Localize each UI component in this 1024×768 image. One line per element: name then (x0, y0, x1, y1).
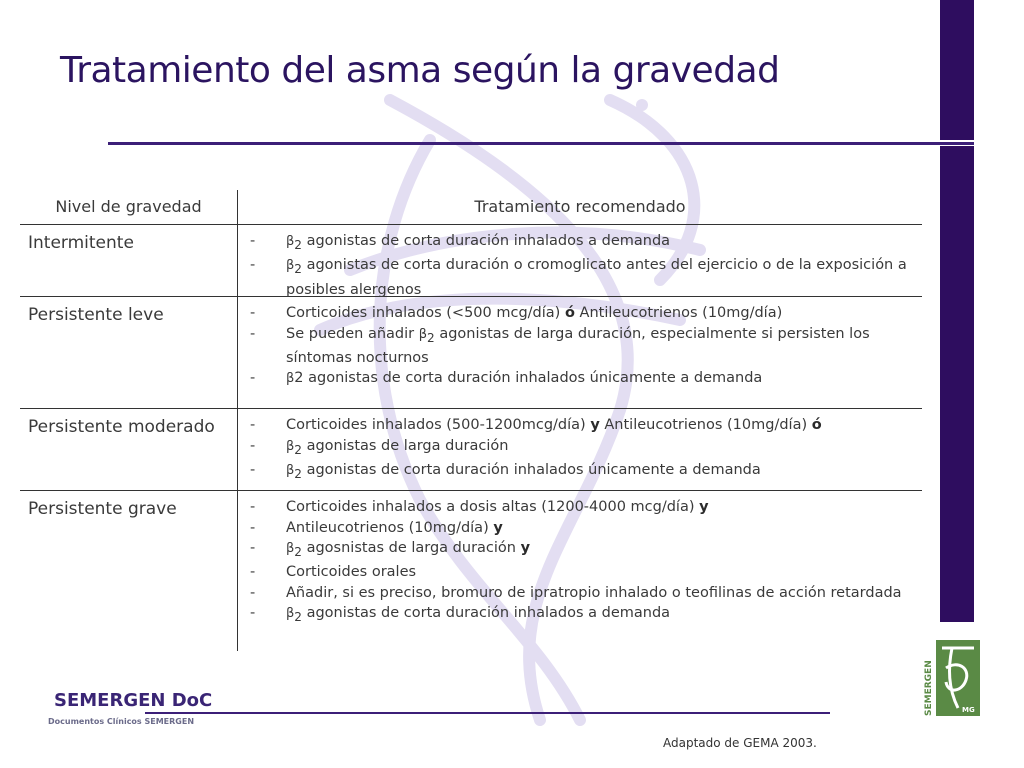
treatment-table (20, 190, 922, 651)
list-item (250, 460, 922, 484)
table-row (20, 297, 922, 409)
list-item (250, 415, 922, 436)
treatment-list (238, 491, 922, 651)
bullet-dash: - (250, 584, 256, 601)
treatment-text: Corticoides inhalados a dosis altas (1200-4000 mcg/día) y (286, 499, 709, 515)
treatment-text: Se pueden añadir $\beta_2$ agonistas de larga duración, especialmente si persisten los síntomas nocturnos (286, 325, 870, 366)
bullet-dash: - (250, 417, 256, 433)
table-row (20, 409, 922, 491)
severity-level: Persistente leve (20, 297, 238, 408)
severity-level: Persistente grave (20, 491, 238, 651)
bullet-dash: - (250, 499, 256, 515)
treatment-text: $\beta_2$ agonistas de corta duración o cromoglicato antes del ejercicio o de la exposición a posibles alergenos (286, 257, 907, 298)
list-item (250, 436, 922, 460)
logo-subtitle: Documentos Clínicos SEMERGEN (48, 717, 195, 726)
treatment-text: $\beta_2$ agonistas de corta duración inhalados a demanda (286, 233, 671, 252)
treatment-text: $\beta_2$ agonistas de corta duración inhalados únicamente a demanda (286, 461, 761, 481)
severity-level: Persistente moderado (20, 409, 238, 490)
list-item (250, 303, 922, 324)
bullet-dash: - (250, 305, 256, 321)
treatment-list (238, 409, 922, 490)
treatment-text: Corticoides inhalados (<500 mcg/día) ó Antileucotrienos (10mg/día) (286, 305, 783, 321)
header-level: Nivel de gravedad (20, 190, 238, 224)
list-item (250, 603, 922, 627)
bullet-dash: - (250, 437, 256, 454)
table-row (20, 491, 922, 651)
severity-level: Intermitente (20, 225, 238, 296)
treatment-text: $\beta_2$ agonistas de larga duración (286, 437, 509, 457)
treatment-text: $\beta_2$ agosnistas de larga duración y (286, 540, 531, 559)
treatment-text: $\beta_2$ agonistas de corta duración inhalados a demanda (286, 605, 671, 625)
bullet-dash: - (250, 325, 256, 342)
title-divider (108, 142, 974, 145)
footer-divider (145, 712, 830, 714)
header-treatment: Tratamiento recomendado (474, 197, 686, 216)
badge-vertical-text: SEMERGEN (924, 660, 934, 716)
list-item (250, 497, 922, 518)
list-item (250, 324, 922, 369)
bullet-dash: - (250, 233, 256, 249)
bullet-dash: - (250, 370, 256, 387)
list-item (250, 583, 922, 604)
table-row (20, 225, 922, 297)
semergen-doc-logo: SEMERGEN DoC (54, 690, 213, 711)
slide-title: Tratamiento del asma según la gravedad (60, 50, 780, 91)
semergen-badge-icon (918, 638, 982, 718)
list-item (250, 231, 922, 255)
bullet-dash: - (250, 564, 256, 581)
source-footnote: Adaptado de GEMA 2003. (663, 736, 817, 750)
bullet-dash: - (250, 519, 256, 536)
list-item (250, 255, 922, 300)
side-accent-bar-bottom (940, 146, 974, 622)
list-item (250, 562, 922, 583)
side-accent-bar-top (940, 0, 974, 140)
treatment-text: Antileucotrienos (10mg/día) y (286, 519, 503, 536)
badge-small-text: MG (962, 706, 975, 714)
bullet-dash: - (250, 540, 256, 556)
treatment-list (238, 225, 922, 296)
table-header (20, 190, 922, 225)
bullet-dash: - (250, 605, 256, 622)
treatment-list (238, 297, 922, 408)
treatment-text: Corticoides orales (286, 564, 417, 581)
list-item (250, 368, 922, 390)
bullet-dash: - (250, 461, 256, 478)
bullet-dash: - (250, 257, 256, 274)
list-item (250, 538, 922, 562)
list-item (250, 518, 922, 539)
table-body (20, 225, 922, 651)
treatment-text: Corticoides inhalados (500-1200mcg/día) y Antileucotrienos (10mg/día) ó (286, 417, 822, 433)
treatment-text: Añadir, si es preciso, bromuro de ipratropio inhalado o teofilinas de acción retardada (286, 584, 902, 601)
treatment-text: β2 agonistas de corta duración inhalados únicamente a demanda (286, 370, 763, 387)
